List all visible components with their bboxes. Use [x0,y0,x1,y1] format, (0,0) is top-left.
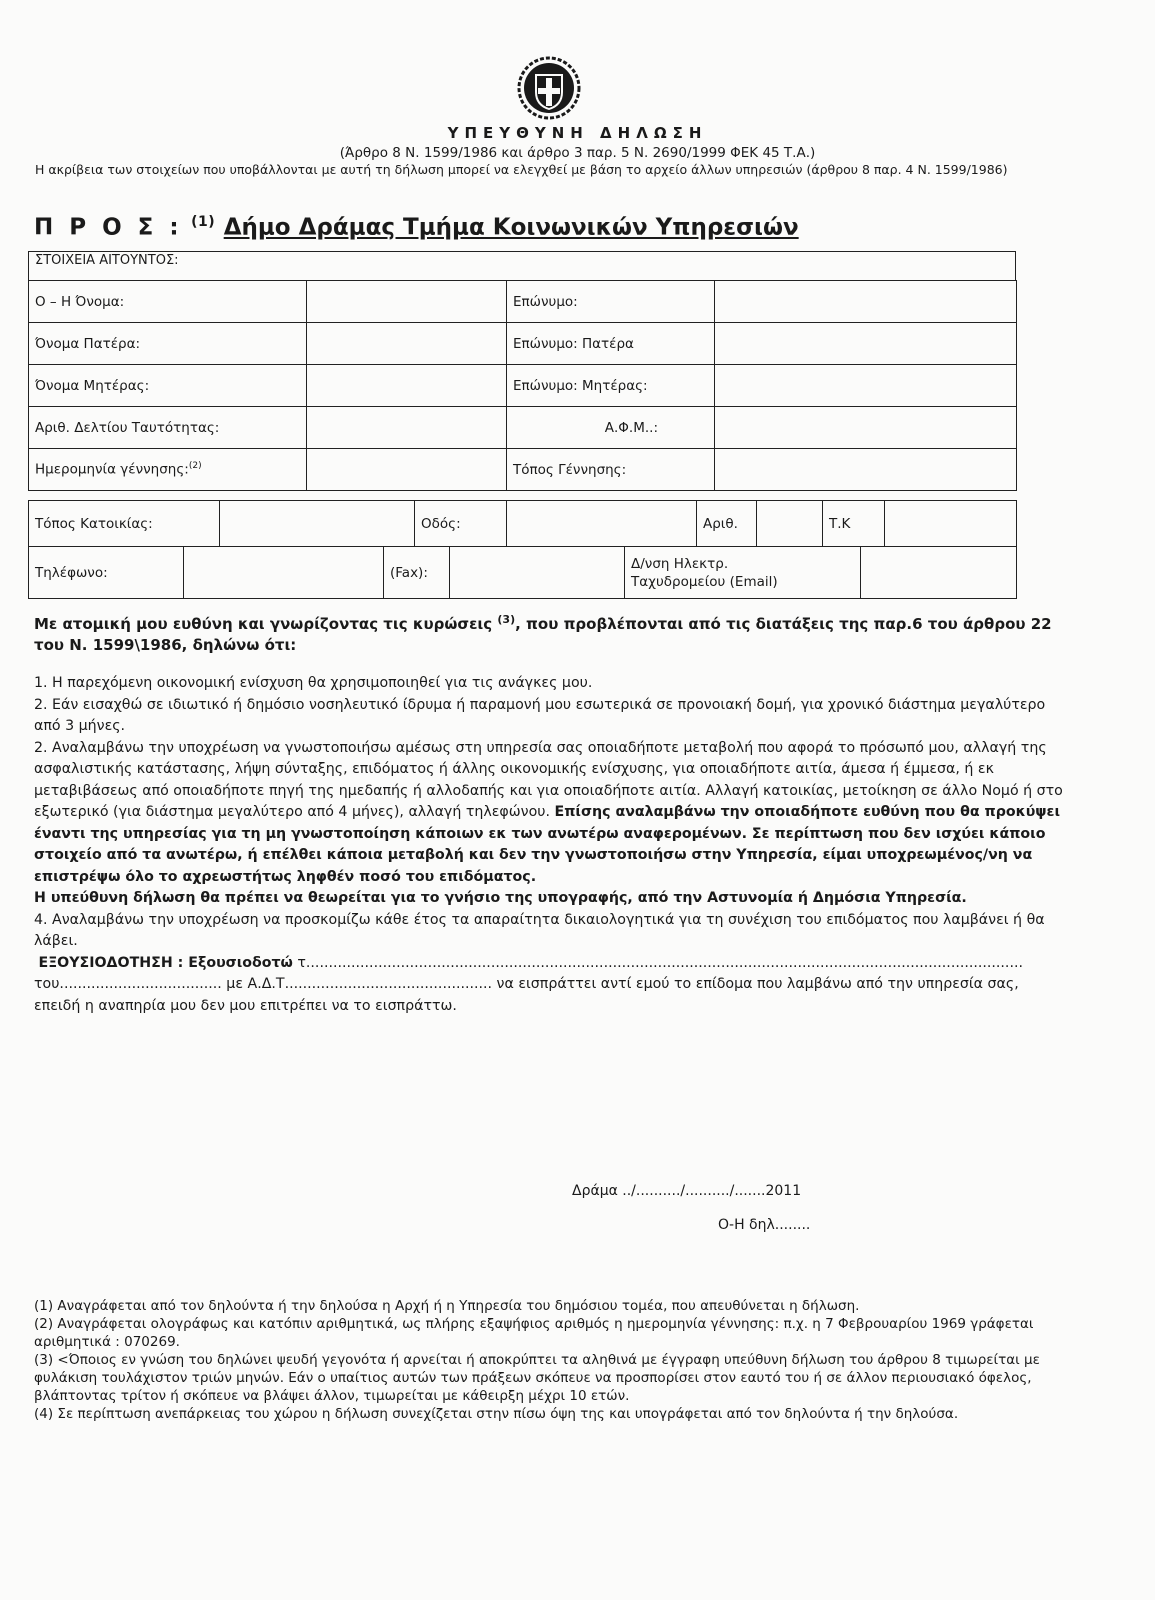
mother-name-label: Όνομα Μητέρας: [29,365,307,407]
recipient-label: Π Ρ Ο Σ : [34,214,183,241]
email-label-line2: Ταχυδρομείου (Email) [631,573,778,590]
id-number-label: Αριθ. Δελτίου Ταυτότητας: [29,407,307,449]
first-name-label: Ο – Η Όνομα: [29,281,307,323]
declaration-item-3-bold: Επίσης αναλαμβάνω την οποιαδήποτε ευθύνη που θα προκύψει έναντι της υπηρεσίας για τη μη γνωστοποίηση κάποιων εκ των ανωτέρω αναφερομένων. Σε περίπτωση που δεν ισχύει κάποιο στοιχείο από τα ανωτέρω, ή επέλθει κάποια μεταβολή και δεν την γνωστοποιήσω στην Υπηρεσία, είμαι υποχρεωμένος/νη να επιστρέψω όλο το αχρεωστήτως ληφθέν ποσό του επιδόματος. [34,804,1060,885]
tax-id-label: Α.Φ.Μ..: [507,407,715,449]
contact-table [28,546,1017,599]
father-name-field[interactable] [307,323,507,365]
email-field[interactable] [861,547,1017,599]
authorization-name-field[interactable]: τ............................................................................................................................................................... [297,954,1023,971]
footnote-2: (2) Αναγράφεται ολογράφως και κατόπιν αριθμητικά, ως πλήρης εξαψήφιος αριθμός η ημερομηνία γέννησης: π.χ. η 7 Φεβρουαρίου 1969 γράφεται αριθμητικά : 070269. [34,1316,1034,1350]
recipient-authority: Δήμο Δράμας Τμήμα Κοινωνικών Υπηρεσιών [223,214,799,241]
table-row [29,281,1017,323]
declaration-item-2: 2. Εάν εισαχθώ σε ιδιωτικό ή δημόσιο νοσηλευτικό ίδρυμα ή παραμονή μου εσωτερικά σε προνοιακή δομή, για χρονικό διάστημα μεγαλύτερο από 3 μήνες. [34,696,1046,734]
greek-state-emblem-icon [511,52,587,122]
applicant-table [28,280,1017,491]
table-row [29,323,1017,365]
phone-label: Τηλέφωνο: [29,547,184,599]
birth-date-field[interactable] [307,449,507,491]
table-row [29,501,1017,547]
applicant-section-label: ΣΤΟΙΧΕΙΑ ΑΙΤΟΥΝΤΟΣ: [28,251,1016,281]
declaration-item-3 [34,738,1064,889]
declaration-intro [34,609,1064,656]
phone-field[interactable] [184,547,384,599]
declaration-item-3-text: 2. Αναλαμβάνω την υποχρέωση να γνωστοποιήσω αμέσως στη υπηρεσία σας οποιαδήποτε μεταβολή που αφορά το πρόσωπό μου, αλλαγή της ασφαλιστικής κατάστασης, λήψη σύνταξης, επιδόματος ή άλλης οικονομικής ενίσχυσης, για οποιαδήποτε αιτία, άμεσα ή έμμεσα, ή εκ μεταβιβάσεως από οποιαδήποτε πηγή της ημεδαπής ή αλλοδαπής και για οποιαδήποτε αιτία. Αλλαγή κατοικίας, μετοίκηση σε άλλο Νομό ή στο εξωτερικό (για διάστημα μεγαλύτερο από 4 μήνες), αλλαγή τηλεφώνου. [34,739,1063,820]
footnotes [34,1297,1064,1423]
fax-label: (Fax): [384,547,450,599]
mother-name-field[interactable] [307,365,507,407]
residence-label: Τόπος Κατοικίας: [29,501,220,547]
authorization-line-2: του.................................... με Α.Δ.Τ.............................................. να εισπράττει αντί εμού το επίδομα που λαμβάνω από την υπηρεσία σας, επειδή η αναπηρία μου δεν μου επιτρέπει να το εισπράττω. [34,976,1019,1014]
declaration-item-1: 1. Η παρεχόμενη οικονομική ενίσχυση θα χρησιμοποιηθεί για τις ανάγκες μου. [34,675,593,691]
father-surname-label: Επώνυμο: Πατέρα [507,323,715,365]
father-surname-field[interactable] [715,323,1017,365]
table-row [29,365,1017,407]
tax-id-field[interactable] [715,407,1017,449]
birth-date-label: Ημερομηνία γέννησης: [35,461,189,478]
declaration-intro-text-2: , που προβλέπονται από τις διατάξεις της παρ.6 του άρθρου 22 του Ν. 1599\1986, δηλώνω ότι: [34,615,1052,654]
residence-field[interactable] [220,501,415,547]
fax-field[interactable] [450,547,625,599]
first-name-field[interactable] [307,281,507,323]
surname-field[interactable] [715,281,1017,323]
declaration-item-4: 4. Αναλαμβάνω την υποχρέωση να προσκομίζω κάθε έτος τα απαραίτητα δικαιολογητικά για τη συνέχιση του επιδόματος που λαμβάνει ή θα λάβει. [34,911,1045,949]
number-field[interactable] [757,501,823,547]
birth-date-ref: (2) [188,461,202,472]
signature-verification-note: Η υπεύθυνη δήλωση θα πρέπει να θεωρείται για το γνήσιο της υπογραφής, από την Αστυνομία ή Δημόσια Υπηρεσία. [34,890,967,906]
footnote-3: (3) <Όποιος εν γνώση του δηλώνει ψευδή γεγονότα ή αρνείται ή αποκρύπτει τα αληθινά με έγγραφη υπεύθυνη δήλωση του άρθρου 8 τιμωρείται με φυλάκιση τουλάχιστον τριών μηνών. Εάν ο υπαίτιος αυτών των πράξεων σκόπευε να προσπορίσει στον εαυτό του ή σε άλλον περιουσιακό όφελος, βλάπτοντας τρίτον ή σκόπευε να βλάψει άλλον, τιμωρείται με κάθειρξη μέχρι 10 ετών. [34,1352,1040,1404]
recipient-line [34,214,799,241]
postcode-label: Τ.Κ [823,501,885,547]
father-name-label: Όνομα Πατέρα: [29,323,307,365]
footnote-4: (4) Σε περίπτωση ανεπάρκειας του χώρου η δήλωση συνεχίζεται στην πίσω όψη της και υπογράφεται από τον δηλούντα ή την δηλούσα. [34,1406,959,1422]
table-row [29,449,1017,491]
id-number-field[interactable] [307,407,507,449]
footnote-1: (1) Αναγράφεται από τον δηλούντα ή την δηλούσα η Αρχή ή η Υπηρεσία του δημόσιου τομέα, που απευθύνεται η δήλωση. [34,1298,860,1314]
birth-place-field[interactable] [715,449,1017,491]
legal-basis: (Άρθρο 8 Ν. 1599/1986 και άρθρο 3 παρ. 5 Ν. 2690/1999 ΦΕΚ 45 Τ.Α.) [339,145,816,161]
authorization-title: ΕΞΟΥΣΙΟΔΟΤΗΣΗ : Εξουσιοδοτώ [38,954,293,971]
declarant-signature-field[interactable]: Ο-Η δηλ........ [718,1217,811,1233]
address-table [28,500,1017,547]
mother-surname-field[interactable] [715,365,1017,407]
declaration-intro-ref: (3) [497,613,516,626]
authorization-line-1 [34,953,1064,975]
declaration-body [34,673,1064,1017]
birth-place-label: Τόπος Γέννησης: [507,449,715,491]
table-row [29,547,1017,599]
street-field[interactable] [507,501,697,547]
number-label: Αριθ. [697,501,757,547]
birth-date-label-cell [29,449,307,491]
mother-surname-label: Επώνυμο: Μητέρας: [507,365,715,407]
email-label [625,547,861,599]
table-row [29,407,1017,449]
document-title: ΥΠΕΥΘΥΝΗ ΔΗΛΩΣΗ [447,124,708,142]
recipient-note-ref: (1) [191,214,216,230]
surname-label: Επώνυμο: [507,281,715,323]
place-date-field[interactable]: Δράμα ../........../........../.......2011 [572,1183,802,1199]
street-label: Οδός: [415,501,507,547]
postcode-field[interactable] [885,501,1017,547]
declaration-intro-text: Με ατομική μου ευθύνη και γνωρίζοντας τις κυρώσεις [34,615,493,633]
accuracy-note: Η ακρίβεια των στοιχείων που υποβάλλονται με αυτή τη δήλωση μπορεί να ελεγχθεί με βάση το αρχείο άλλων υπηρεσιών (άρθρου 8 παρ. 4 Ν. 1599/1986) [35,162,1008,177]
email-label-line1: Δ/νση Ηλεκτρ. [631,555,729,572]
